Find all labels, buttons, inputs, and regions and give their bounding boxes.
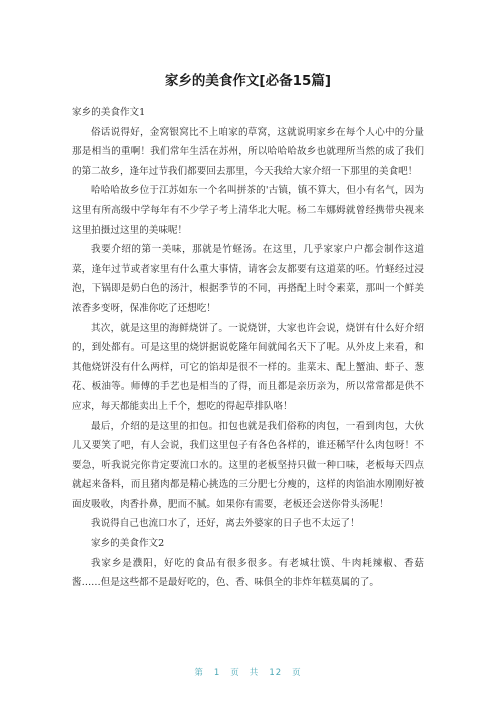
paragraph: 我家乡是濮阳，好吃的食品有很多很多。有老城壮馍、牛肉耗辣椒、香菇酱……但是这些都不是最好吃的，色、香、味俱全的非炸年糕莫属的了。	[72, 557, 424, 589]
document-title: 家乡的美食作文[必备15篇]	[164, 73, 332, 89]
section-heading: 家乡的美食作文2	[91, 538, 165, 550]
footer-total-label: 共	[249, 668, 260, 678]
footer-page-sep: 页	[230, 668, 240, 678]
section-heading: 家乡的美食作文1	[72, 107, 146, 118]
paragraph: 我要介绍的第一美味，那就是竹蛏汤。在这里，几乎家家户户都会制作这道菜，逢年过节或者家里有什么重大事情，请客会友都要有这道菜的呸。竹蛏经过浸泡，下锅即是奶白色的汤汁，根据季节的不同，再搭配上时令素菜，那叫一个鲜美浓香多变呀，保准你吃了还想吃！	[72, 244, 424, 314]
section-1	[72, 103, 424, 534]
paragraph: 哈哈哈故乡位于江苏如东一个名叫拼茶的'古镇，镇不算大，但小有名气，因为这里有所高级中学每年有不少学子考上清华北大呢。杨二车娜姆就曾经携带央视来这里拍摄过这里的美味呢！	[72, 185, 424, 236]
paragraph: 其次，就是这里的海鲜烧饼了。一说烧饼，大家也许会说，烧饼有什么好介绍的，到处都有。可是这里的烧饼据说乾隆年间就闻名天下了呢。从外皮上来看，和其他烧饼没有什么两样，可它的馅却是很不一样的。韭菜末、配上蟹油、虾子、葱花、板油等。师傅的手艺也是相当的了得，而且都是亲历亲为，所以常常都是供不应求，每天都能卖出上千个，想吃的得起草排队咯！	[72, 322, 424, 412]
section-2	[72, 534, 424, 593]
footer-page-current: 1	[213, 668, 221, 678]
paragraph: 我说得自己也流口水了，还好，离去外婆家的日子也不太远了！	[91, 518, 360, 530]
paragraph: 俗话说得好，金窝银窝比不上咱家的草窝，这就说明家乡在每个人心中的分量那是相当的重啊！我们常年生活在苏州，所以哈哈哈故乡也就理所当然的成了我们的第二故乡，逢年过节我们都要回去那里，今天我给大家介绍一下那里的美食吧！	[72, 126, 424, 177]
footer-total-pages: 12	[269, 668, 283, 678]
footer-total-suffix: 页	[292, 668, 302, 678]
page-footer	[0, 666, 496, 678]
paragraph: 最后，介绍的是这里的扣包。扣包也就是我们俗称的肉包，一看到肉包，大伙儿又要笑了吧，有人会说，我们这里包子有各色各样的，谁还稀罕什么肉包呀！不要急，听我说完你肯定要流口水的。这里的老板坚持只做一种口味，老板每天四点就起来备料，而且猪肉都是精心挑选的三分肥七分瘦的，这样的肉馅油水刚刚好被面皮吸收，肉香扑鼻，肥而不腻。如果你有需要，老板还会送你骨头汤呢！	[72, 420, 424, 510]
footer-page-label: 第	[194, 668, 204, 678]
